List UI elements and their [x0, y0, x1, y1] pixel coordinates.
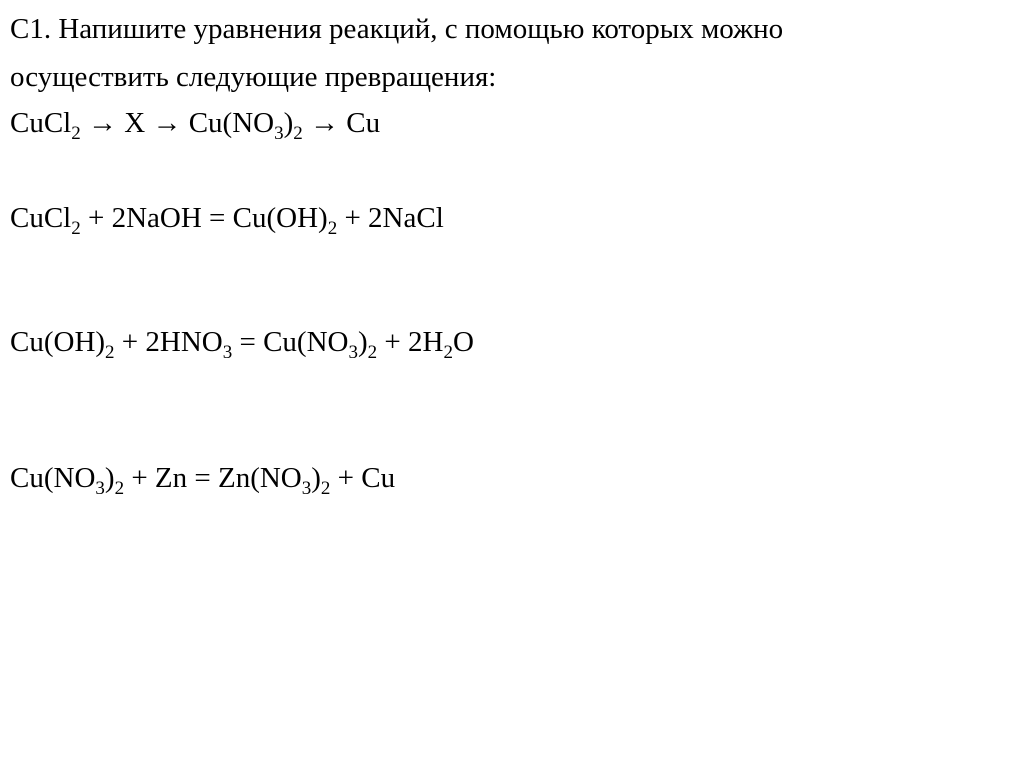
equation-text: O — [452, 326, 474, 358]
equation-text: ) — [311, 462, 321, 494]
equation-text: ) — [357, 326, 368, 358]
equation-text: + 2NaCl — [337, 202, 444, 234]
equation-subscript: 3 — [348, 342, 358, 363]
scheme-subscript: 2 — [293, 123, 303, 144]
scheme-text: CuCl — [10, 107, 72, 139]
equation-subscript: 3 — [222, 342, 233, 363]
equation-text: ) — [104, 462, 115, 494]
equation-text: + 2H — [377, 326, 444, 358]
scheme-text: → X → Cu(NO — [80, 107, 275, 139]
equation-3 — [10, 461, 396, 499]
equation-text: = Cu(NO — [232, 326, 349, 358]
equation-subscript: 2 — [105, 342, 115, 363]
task-line-2: осуществить следующие превращения: — [10, 61, 497, 93]
equation-subscript: 2 — [443, 342, 453, 363]
equation-subscript: 2 — [71, 218, 81, 239]
equation-subscript: 3 — [301, 478, 312, 499]
task-line-1: С1. Напишите уравнения реакций, с помощью которых можно — [10, 13, 784, 45]
equation-text: Cu(OH) — [10, 326, 106, 358]
equation-text: CuCl — [10, 202, 72, 234]
equation-text: + 2NaOH = Cu(OH) — [80, 202, 328, 234]
equation-text: Cu(NO — [10, 462, 96, 494]
equation-subscript: 2 — [320, 478, 331, 499]
equation-text: + Cu — [330, 462, 396, 494]
transformation-scheme — [10, 106, 381, 144]
scheme-text: → Cu — [302, 107, 381, 139]
equation-subscript: 2 — [114, 478, 125, 499]
equation-subscript: 2 — [367, 342, 378, 363]
equation-1 — [10, 201, 444, 239]
equation-subscript: 3 — [95, 478, 105, 499]
scheme-subscript: 2 — [71, 123, 81, 144]
scheme-text: ) — [283, 107, 294, 139]
equation-text: + 2HNO — [114, 326, 223, 358]
equation-subscript: 2 — [327, 218, 338, 239]
equation-2 — [10, 325, 474, 363]
scheme-subscript: 3 — [274, 123, 284, 144]
equation-text: + Zn = Zn(NO — [124, 462, 302, 494]
